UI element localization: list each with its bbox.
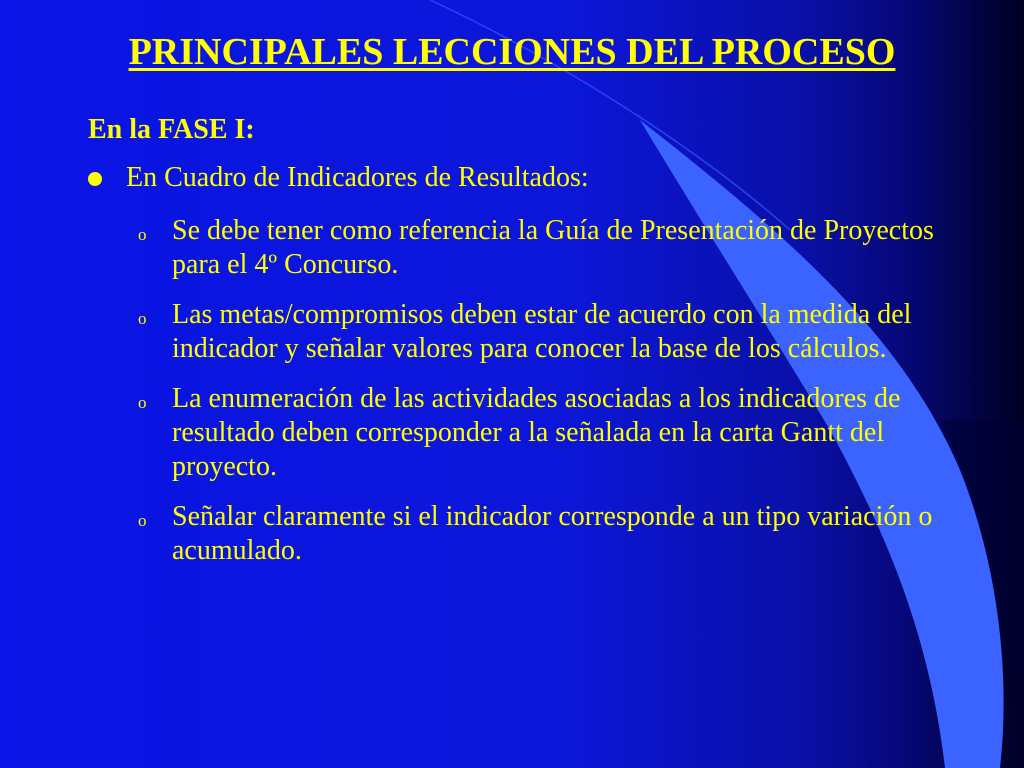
bullet-dot-icon <box>88 172 102 186</box>
section-heading: En la FASE I: <box>88 114 255 145</box>
sub-bullet-text: Se debe tener como referencia la Guía de Presentación de Proyectos para el 4º Concurso. <box>172 215 934 280</box>
list-item <box>138 500 938 568</box>
sub-bullet-marker: o <box>138 309 147 328</box>
main-bullet <box>88 162 589 194</box>
sub-bullet-list <box>138 214 938 584</box>
sub-bullet-marker: o <box>138 225 147 244</box>
list-item <box>138 298 938 366</box>
slide-title: PRINCIPALES LECCIONES DEL PROCESO <box>128 31 896 73</box>
sub-bullet-text: Las metas/compromisos deben estar de acuerdo con la medida del indicador y señalar valores para conocer la base de los cálculos. <box>172 299 912 364</box>
list-item <box>138 382 938 484</box>
sub-bullet-text: La enumeración de las actividades asociadas a los indicadores de resultado deben corresponder a la señalada en la carta Gantt del proyecto. <box>172 383 901 482</box>
sub-bullet-marker: o <box>138 511 147 530</box>
list-item <box>138 214 938 282</box>
sub-bullet-marker: o <box>138 393 147 412</box>
main-bullet-text: En Cuadro de Indicadores de Resultados: <box>126 162 589 193</box>
sub-bullet-text: Señalar claramente si el indicador corresponde a un tipo variación o acumulado. <box>172 501 933 566</box>
